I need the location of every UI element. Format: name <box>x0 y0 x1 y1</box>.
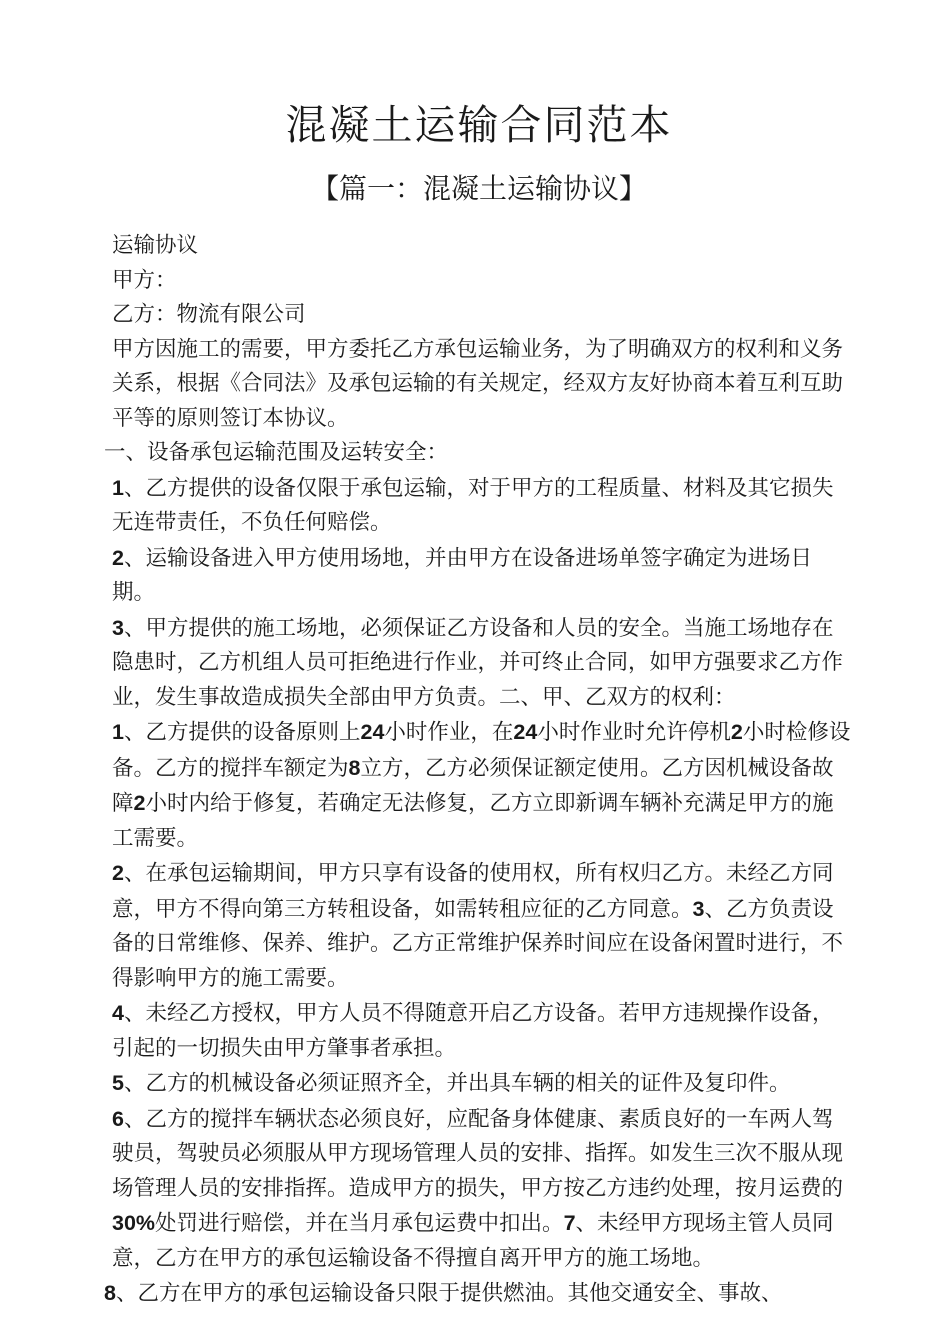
clause-1-2 <box>104 541 854 611</box>
clause-2-1 <box>104 715 854 856</box>
clause-number: 3 <box>692 896 705 921</box>
clause-text: 、乙方的搅拌车辆状态必须良好，应配备身体健康、素质良好的一车两人驾驶员，驾驶员必须服从甲方现场管理人员的安排、指挥。如发生三次不服从现场管理人员的安排指挥。造成甲方的损失，甲方按乙方违约处理，按月运费的 <box>112 1106 844 1201</box>
clause-text: 、乙方提供的设备仅限于承包运输，对于甲方的工程质量、材料及其它损失无连带责任，不负任何赔偿。 <box>112 475 834 535</box>
clause-number: 5 <box>112 1071 124 1095</box>
clause-text: 小时作业时允许停机 <box>537 720 731 745</box>
clause-text: 立方，乙方必须保证额定使用。乙方因机械设备故障 <box>112 755 834 816</box>
clause-2-2 <box>104 856 854 996</box>
agreement-heading: 运输协议 <box>112 233 199 258</box>
penalty-percent: 30% <box>112 1211 156 1235</box>
clause-text: 、乙方提供的设备原则上 <box>123 720 361 745</box>
clause-text: 小时内给于修复，若确定无法修复，乙方立即新调车辆补充满足甲方的施工需要。 <box>112 791 834 851</box>
clause-2-4 <box>104 996 854 1066</box>
clause-1-1 <box>104 471 854 541</box>
number-8: 8 <box>348 755 361 780</box>
clause-text: 、未经甲方现场主管人员同意，乙方在甲方的承包运输设备不得擅自离开甲方的施工场地。 <box>112 1211 834 1271</box>
clause-text: 、未经乙方授权，甲方人员不得随意开启乙方设备。若甲方违规操作设备，引起的一切损失由甲方肇事者承担。 <box>112 1001 834 1061</box>
clause-text: 小时检修设备。乙方的搅拌车额定为 <box>112 720 851 781</box>
clause-number: 8 <box>104 1281 116 1305</box>
document-subtitle: 【篇一：混凝土运输协议】 <box>310 172 647 205</box>
preamble-paragraph: 甲方因施工的需要，甲方委托乙方承包运输业务，为了明确双方的权利和义务关系，根据《合同法》及承包运输的有关规定，经双方友好协商本着互利互助平等的原则签订本协议。 <box>112 336 844 431</box>
party-a-line: 甲方： <box>112 267 177 293</box>
clause-1-3 <box>104 611 854 716</box>
clause-text: 、运输设备进入甲方使用场地，并由甲方在设备进场单签字确定为进场日期。 <box>112 545 812 605</box>
clause-number: 1 <box>112 475 124 500</box>
clause-number: 1 <box>112 720 124 744</box>
clause-text: 小时作业，在 <box>384 720 514 745</box>
clause-text: 、甲方提供的施工场地，必须保证乙方设备和人员的安全。当施工场地存在隐患时，乙方机组人员可拒绝进行作业，并可终止合同，如甲方强要求乙方作业，发生事故造成损失全部由甲方负责。二、甲、乙双方的权利： <box>112 615 844 710</box>
clause-2-8 <box>104 1276 854 1312</box>
clause-text: 处罚进行赔偿，并在当月承包运费中扣出。 <box>155 1211 564 1236</box>
clause-text: 、乙方负责设备的日常维修、保养、维护。乙方正常维护保养时间应在设备闲置时进行，不得影响甲方的施工需要。 <box>112 896 844 991</box>
section-1-title: 一、设备承包运输范围及运转安全： <box>104 440 449 465</box>
document-body <box>104 229 854 1312</box>
clause-text: 、乙方的机械设备必须证照齐全，并出具车辆的相关的证件及复印件。 <box>123 1071 791 1096</box>
number-2: 2 <box>730 720 743 744</box>
clause-number: 7 <box>563 1211 576 1235</box>
clause-number: 2 <box>112 545 124 570</box>
clause-number: 6 <box>112 1106 124 1131</box>
clause-number: 4 <box>112 1001 124 1025</box>
document-title: 混凝土运输合同范本 <box>285 101 673 149</box>
clause-2-5 <box>104 1066 854 1102</box>
clause-number: 3 <box>112 615 124 640</box>
number-2: 2 <box>133 791 146 815</box>
number-24: 24 <box>513 720 538 744</box>
number-24: 24 <box>360 720 385 744</box>
clause-2-6 <box>104 1102 854 1277</box>
clause-text: 、乙方在甲方的承包运输设备只限于提供燃油。其他交通安全、事故、 <box>115 1281 783 1306</box>
clause-text: 、在承包运输期间，甲方只享有设备的使用权，所有权归乙方。未经乙方同意，甲方不得向第三方转租设备，如需转租应征的乙方同意。 <box>112 861 834 922</box>
clause-number: 2 <box>112 861 124 885</box>
party-b-line: 乙方：物流有限公司 <box>112 302 306 327</box>
